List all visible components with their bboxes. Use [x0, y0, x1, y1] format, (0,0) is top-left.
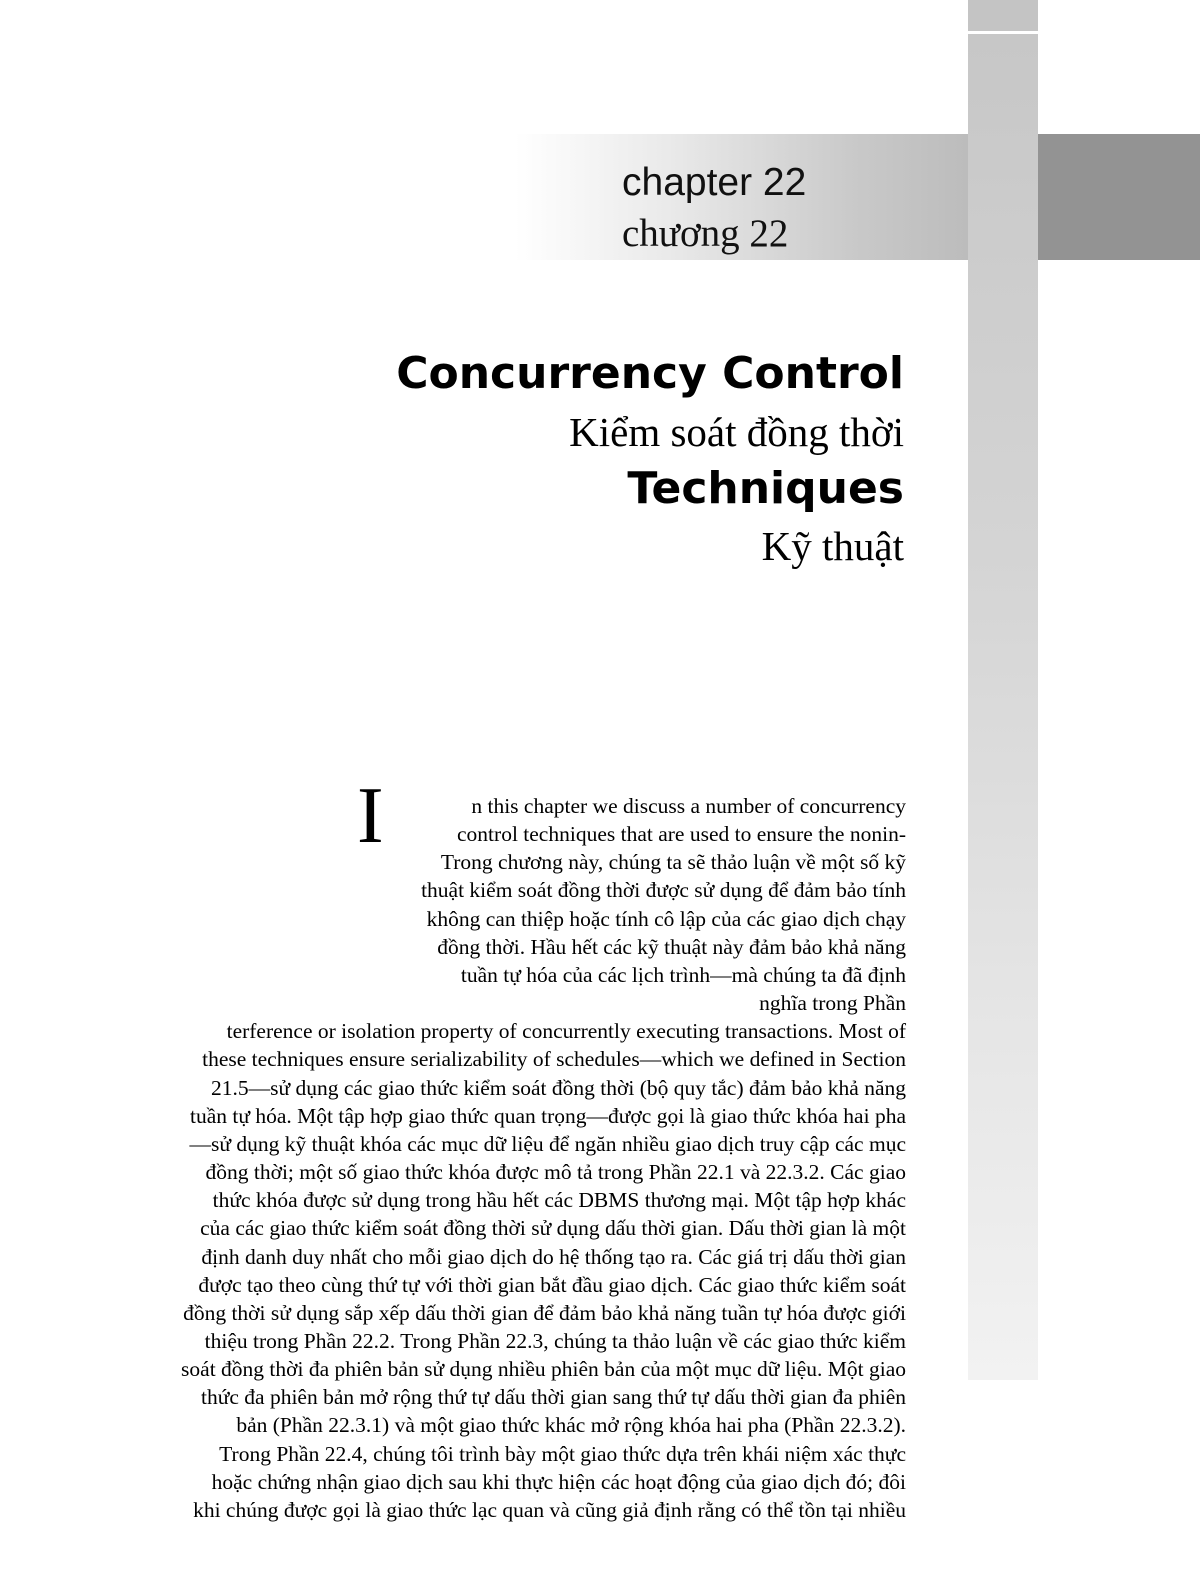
body-line: soát đồng thời đa phiên bản sử dụng nhiều phiên bản của một mục dữ liệu. Một giao	[181, 1357, 906, 1382]
body-line: —sử dụng kỹ thuật khóa các mục dữ liệu để ngăn nhiều giao dịch truy cập các mục	[189, 1131, 906, 1156]
body-line: được tạo theo cùng thứ tự với thời gian bắt đầu giao dịch. Các giao thức kiểm soát	[198, 1272, 906, 1297]
chapter-title-line1-translation: Kiểm soát đồng thời	[569, 409, 904, 455]
body-line: của các giao thức kiểm soát đồng thời sử dụng dấu thời gian. Dấu thời gian là một	[200, 1216, 906, 1241]
body-line: khi chúng được gọi là giao thức lạc quan và cũng giả định rằng có thể tồn tại nhiều	[193, 1497, 906, 1522]
chapter-title-line2-translation: Kỹ thuật	[761, 523, 904, 569]
body-line: đồng thời. Hầu hết các kỹ thuật này đảm bảo khả năng	[437, 934, 906, 959]
chapter-label: chapter 22	[622, 161, 807, 204]
body-line: tuần tự hóa của các lịch trình—mà chúng ta đã định	[460, 962, 906, 987]
chapter-banner-tab	[1038, 134, 1200, 260]
body-line: tuần tự hóa. Một tập hợp giao thức quan trọng—được gọi là giao thức khóa hai pha	[190, 1103, 906, 1128]
chapter-title-line1: Concurrency Control	[396, 348, 904, 399]
body-line: Trong chương này, chúng ta sẽ thảo luận về một số kỹ	[440, 850, 906, 875]
body-line: định danh duy nhất cho mỗi giao dịch do hệ thống tạo ra. Các giá trị dấu thời gian	[201, 1244, 906, 1269]
chapter-title-line2: Techniques	[627, 463, 904, 514]
drop-cap: I	[357, 772, 384, 860]
chapter-label-translation: chương 22	[622, 212, 789, 255]
body-line: thuật kiểm soát đồng thời được sử dụng để đảm bảo tính	[421, 878, 906, 903]
decorative-vertical-bar	[968, 0, 1038, 1380]
body-line: đồng thời; một số giao thức khóa được mô tả trong Phần 22.1 và 22.3.2. Các giao	[205, 1160, 906, 1185]
body-line: these techniques ensure serializability of schedules—which we defined in Section	[202, 1047, 906, 1072]
body-line: 21.5—sử dụng các giao thức kiểm soát đồng thời (bộ quy tắc) đảm bảo khả năng	[210, 1075, 906, 1100]
body-line: thức đa phiên bản mở rộng thứ tự dấu thời gian sang thứ tự dấu thời gian đa phiên	[201, 1385, 906, 1410]
body-line: control techniques that are used to ensure the nonin-	[457, 822, 906, 847]
body-line: không can thiệp hoặc tính cô lập của các giao dịch chạy	[426, 906, 906, 931]
body-line: hoặc chứng nhận giao dịch sau khi thực hiện các hoạt động của giao dịch đó; đôi	[211, 1469, 906, 1494]
body-line: nghĩa trong Phần	[759, 991, 906, 1016]
decorative-bar-cap	[968, 0, 1038, 34]
body-line: đồng thời sử dụng sắp xếp dấu thời gian để đảm bảo khả năng tuần tự hóa được giới	[183, 1300, 906, 1325]
body-line: thức khóa được sử dụng trong hầu hết các DBMS thương mại. Một tập hợp khác	[212, 1188, 906, 1213]
body-line: terference or isolation property of concurrently executing transactions. Most of	[226, 1019, 906, 1044]
body-line: bản (Phần 22.3.1) và một giao thức khác mở rộng khóa hai pha (Phần 22.3.2).	[236, 1413, 906, 1438]
body-line: Trong Phần 22.4, chúng tôi trình bày một giao thức dựa trên khái niệm xác thực	[219, 1441, 906, 1466]
body-line: thiệu trong Phần 22.2. Trong Phần 22.3, chúng ta thảo luận về các giao thức kiểm	[204, 1328, 906, 1353]
body-paragraph	[60, 792, 906, 1524]
body-line: n this chapter we discuss a number of concurrency	[471, 794, 906, 818]
